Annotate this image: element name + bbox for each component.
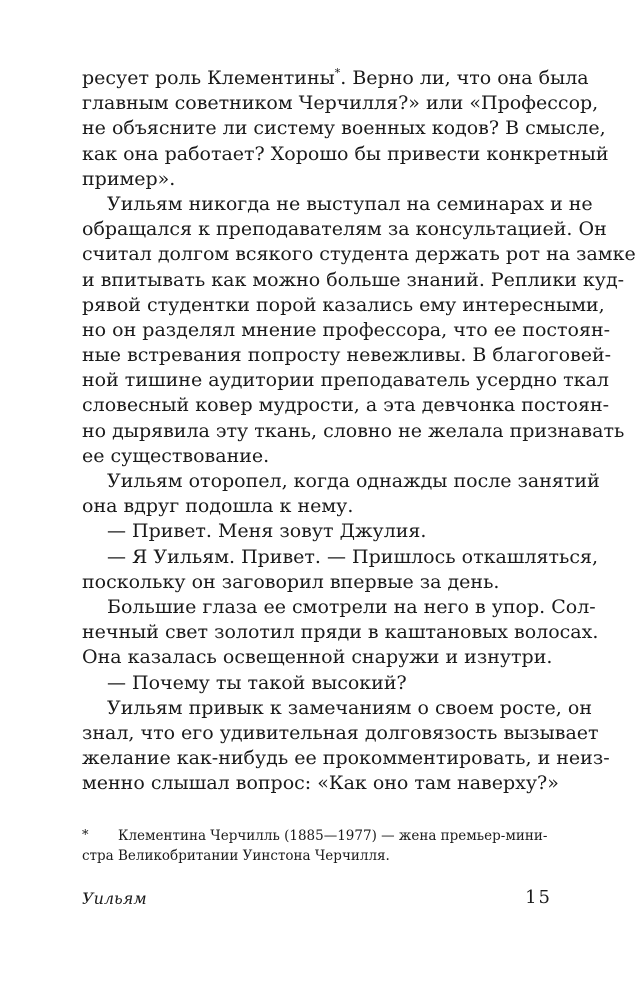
text-line: Большие глаза ее смотрели на него в упор. Сол- bbox=[107, 595, 596, 618]
text-line: — Почему ты такой высокий? bbox=[107, 671, 407, 694]
text-line: и впитывать как можно больше знаний. Реплики куд- bbox=[82, 268, 625, 291]
text-line: менно слышал вопрос: «Как оно там наверху?» bbox=[82, 772, 559, 795]
text-line: но дырявила эту ткань, словно не желала признавать bbox=[82, 419, 625, 442]
text-line: Уильям привык к замечаниям о своем росте, он bbox=[107, 696, 592, 719]
running-head: Уильям bbox=[82, 889, 147, 908]
text-line: ной тишине аудитории преподаватель усердно ткал bbox=[82, 369, 609, 392]
text-line: как она работает? Хорошо бы привести конкретный bbox=[82, 142, 609, 165]
page-number: 15 bbox=[525, 887, 552, 908]
text-line: нечный свет золотил пряди в каштановых волосах. bbox=[82, 621, 599, 644]
text-line: — Я Уильям. Привет. — Пришлось откашляться, bbox=[107, 545, 599, 568]
text-line: обращался к преподавателям за консультацией. Он bbox=[82, 218, 607, 241]
text-line: она вдруг подошла к нему. bbox=[82, 495, 354, 518]
footnote bbox=[82, 826, 552, 866]
text-line: желание как-нибудь ее прокомментировать, и неиз- bbox=[82, 747, 610, 770]
footnote-line: Клементина Черчилль (1885—1977) — жена премьер-мини- bbox=[118, 828, 548, 844]
text-line: поскольку он заговорил впервые за день. bbox=[82, 570, 500, 593]
text-line: ее существование. bbox=[82, 444, 270, 467]
text-line: рявой студентки порой казались ему интересными, bbox=[82, 293, 605, 316]
text-line: Она казалась освещенной снаружи и изнутри. bbox=[82, 646, 553, 669]
text-line: не объясните ли систему военных кодов? В смысле, bbox=[82, 117, 606, 140]
footnote-line: стра Великобритании Уинстона Черчилля. bbox=[82, 848, 390, 864]
text-line: считал долгом всякого студента держать рот на замке bbox=[82, 243, 636, 266]
text-line: словесный ковер мудрости, а эта девчонка постоян- bbox=[82, 394, 610, 417]
footnote-marker: * bbox=[82, 828, 89, 843]
text-line: ные встревания попросту невежливы. В благоговей- bbox=[82, 344, 612, 367]
footnote-reference[interactable]: * bbox=[334, 66, 341, 80]
text-line: — Привет. Меня зовут Джулия. bbox=[107, 520, 427, 543]
text-line: Уильям оторопел, когда однажды после занятий bbox=[107, 470, 600, 492]
text-line: знал, что его удивительная долговязость вызывает bbox=[82, 721, 599, 744]
text-line: но он разделял мнение профессора, что ее постоян- bbox=[82, 318, 611, 341]
text-line: Уильям никогда не выступал на семинарах и не bbox=[107, 192, 593, 215]
text-line: пример». bbox=[82, 167, 176, 190]
text-line: ресует роль Клементины*. Верно ли, что она была bbox=[82, 66, 589, 89]
text-line: главным советником Черчилля?» или «Профессор, bbox=[82, 92, 599, 115]
body-text bbox=[82, 66, 636, 796]
